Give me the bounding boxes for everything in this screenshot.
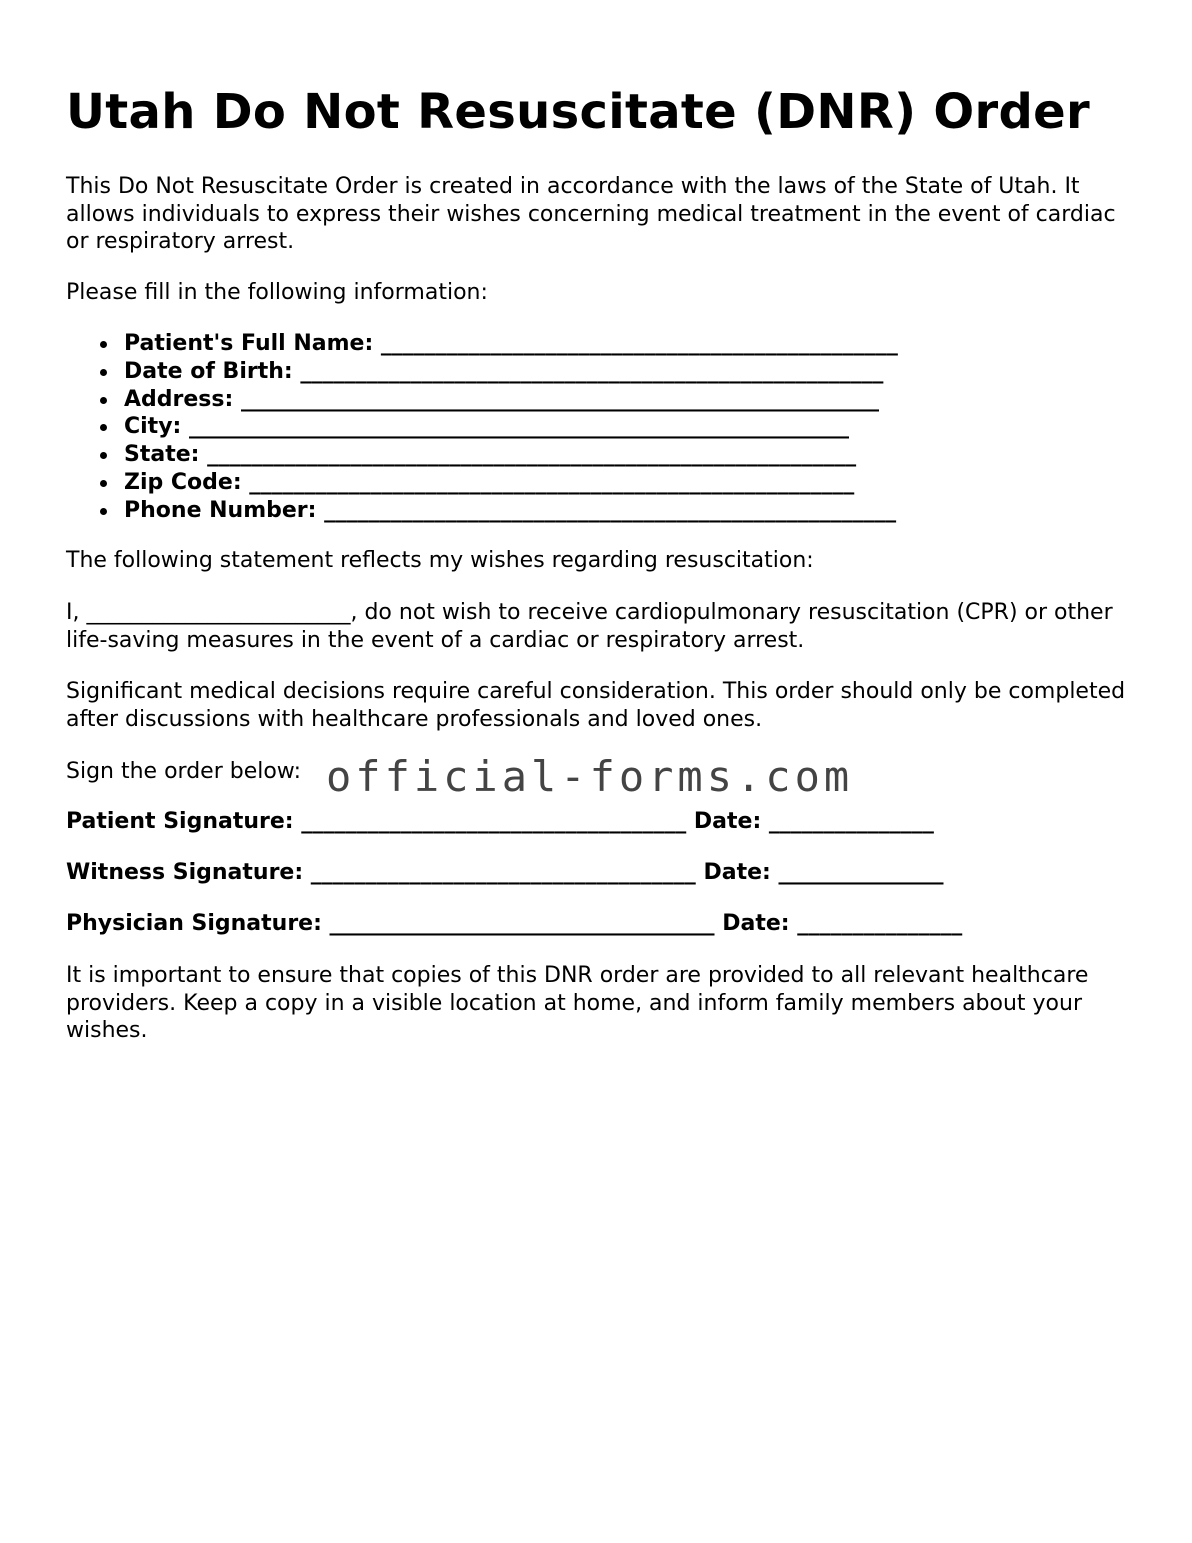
- page-title: Utah Do Not Resuscitate (DNR) Order: [66, 84, 1090, 140]
- address-field[interactable]: Address: __________________________________________________________: [124, 386, 898, 414]
- zip-code-field[interactable]: Zip Code: _______________________________________________________: [124, 469, 898, 497]
- city-field[interactable]: City: ____________________________________________________________: [124, 413, 898, 441]
- statement-intro: The following statement reflects my wishes regarding resuscitation:: [66, 548, 814, 573]
- witness-signature-line[interactable]: Witness Signature: ___________________________________ Date: _______________: [66, 860, 944, 885]
- patient-signature-line[interactable]: Patient Signature: ___________________________________ Date: _______________: [66, 809, 934, 834]
- significance-paragraph: Significant medical decisions require careful consideration. This order should only be completed after discussions with healthcare professionals and loved ones.: [66, 679, 1126, 732]
- intro-paragraph: This Do Not Resuscitate Order is created in accordance with the laws of the State of Utah. It allows individuals to express their wishes concerning medical treatment in the event of cardiac or respiratory arrest.: [66, 174, 1116, 254]
- dnr-statement: I, ________________________, do not wish to receive cardiopulmonary resuscitation (CPR) or other life-saving measures in the event of a cardiac or respiratory arrest.: [66, 600, 1113, 653]
- sign-prompt: Sign the order below:: [66, 759, 302, 784]
- physician-signature-line[interactable]: Physician Signature: ___________________________________ Date: _______________: [66, 911, 963, 936]
- patient-name-field[interactable]: Patient's Full Name: _______________________________________________: [124, 331, 898, 356]
- patient-info-list: [66, 330, 898, 525]
- watermark: official-forms.com: [326, 752, 854, 801]
- date-of-birth-field[interactable]: Date of Birth: _____________________________________________________: [124, 358, 898, 386]
- state-field[interactable]: State: ___________________________________________________________: [124, 441, 898, 469]
- closing-paragraph: It is important to ensure that copies of this DNR order are provided to all relevant healthcare providers. Keep a copy in a visible location at home, and inform family members about your wishes.: [66, 963, 1089, 1043]
- fill-prompt: Please fill in the following information:: [66, 280, 488, 305]
- phone-number-field[interactable]: Phone Number: ____________________________________________________: [124, 497, 897, 523]
